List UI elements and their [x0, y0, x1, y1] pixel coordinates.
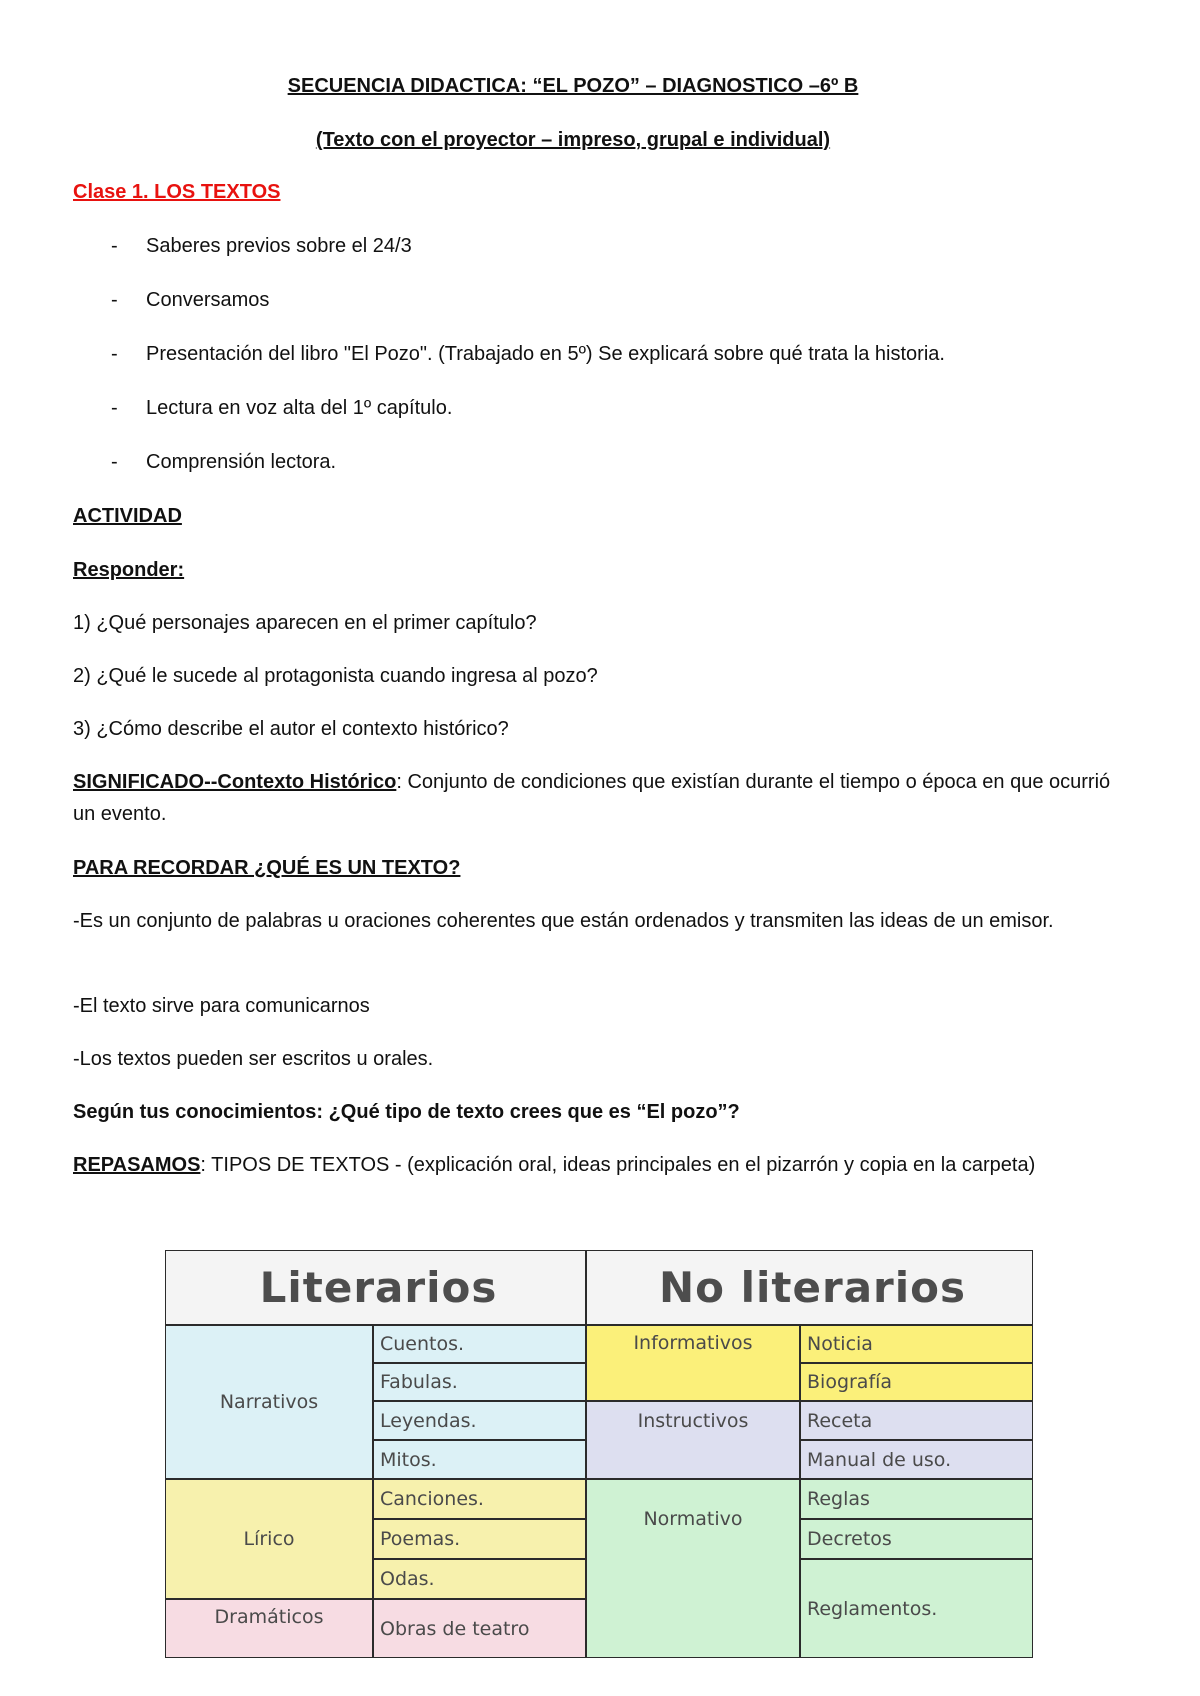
recordar-heading: PARA RECORDAR ¿QUÉ ES UN TEXTO? [73, 857, 461, 879]
category-instructivos: Instructivos [586, 1401, 800, 1479]
table-cell: Poemas. [373, 1519, 586, 1559]
table-cell: Obras de teatro [373, 1599, 586, 1658]
table-cell: Canciones. [373, 1479, 586, 1519]
table-cell: Mitos. [373, 1440, 586, 1479]
table-cell: Leyendas. [373, 1401, 586, 1440]
table-cell: Manual de uso. [800, 1440, 1033, 1479]
responder-label: Responder: [73, 559, 185, 581]
table-cell: Odas. [373, 1559, 586, 1599]
category-dramaticos: Dramáticos [165, 1599, 373, 1658]
actividad-heading: ACTIVIDAD [73, 505, 182, 527]
category-informativos: Informativos [586, 1325, 800, 1401]
recordar-question: Según tus conocimientos: ¿Qué tipo de texto crees que es “El pozo”? [73, 1101, 740, 1123]
category-narrativos: Narrativos [165, 1325, 373, 1479]
bullet-dash: - [111, 451, 118, 473]
list-item-text: Comprensión lectora. [146, 451, 337, 473]
table-cell: Receta [800, 1401, 1033, 1440]
recordar-line-1: -Es un conjunto de palabras u oraciones coherentes que están ordenados y transmiten las ideas de un emisor. [73, 910, 1054, 932]
bullet-dash: - [111, 343, 118, 365]
question-3: 3) ¿Cómo describe el autor el contexto histórico? [73, 718, 509, 740]
significado-paragraph [73, 766, 1133, 830]
table-cell: Reglamentos. [800, 1559, 1033, 1658]
repasamos-paragraph [73, 1149, 1133, 1181]
table-cell: Cuentos. [373, 1325, 586, 1363]
significado-text: : Conjunto de condiciones que existían durante el tiempo o época en que ocurrió un evento. [73, 771, 1111, 825]
list-item-text: Saberes previos sobre el 24/3 [146, 235, 412, 257]
table-cell: Reglas [800, 1479, 1033, 1519]
list-item-text: Lectura en voz alta del 1º capítulo. [146, 397, 453, 419]
category-normativo: Normativo [586, 1479, 800, 1658]
document-subtitle: (Texto con el proyector – impreso, grupal e individual) [315, 129, 831, 151]
repasamos-text: : TIPOS DE TEXTOS - (explicación oral, ideas principales en el pizarrón y copia en la carpeta) [200, 1154, 1036, 1176]
list-item-text: Conversamos [146, 289, 270, 311]
table-cell: Decretos [800, 1519, 1033, 1559]
category-lirico: Lírico [165, 1479, 373, 1599]
question-2: 2) ¿Qué le sucede al protagonista cuando ingresa al pozo? [73, 665, 598, 687]
list-item-text: Presentación del libro "El Pozo". (Trabajado en 5º) Se explicará sobre qué trata la historia. [146, 343, 945, 365]
question-1: 1) ¿Qué personajes aparecen en el primer capítulo? [73, 612, 537, 634]
text-types-table [165, 1250, 1033, 1658]
table-cell: Fabulas. [373, 1363, 586, 1401]
header-literarios: Literarios [165, 1250, 586, 1325]
recordar-line-3: -Los textos pueden ser escritos u orales. [73, 1048, 434, 1070]
recordar-line-2: -El texto sirve para comunicarnos [73, 995, 370, 1017]
table-cell: Biografía [800, 1363, 1033, 1401]
header-no-literarios: No literarios [586, 1250, 1033, 1325]
bullet-dash: - [111, 397, 118, 419]
significado-label: SIGNIFICADO--Contexto Histórico [73, 771, 397, 793]
bullet-dash: - [111, 289, 118, 311]
clase-heading: Clase 1. LOS TEXTOS [73, 181, 281, 203]
repasamos-label: REPASAMOS [73, 1154, 201, 1176]
document-title: SECUENCIA DIDACTICA: “EL POZO” – DIAGNOSTICO –6º B [287, 75, 859, 97]
bullet-dash: - [111, 235, 118, 257]
table-cell: Noticia [800, 1325, 1033, 1363]
